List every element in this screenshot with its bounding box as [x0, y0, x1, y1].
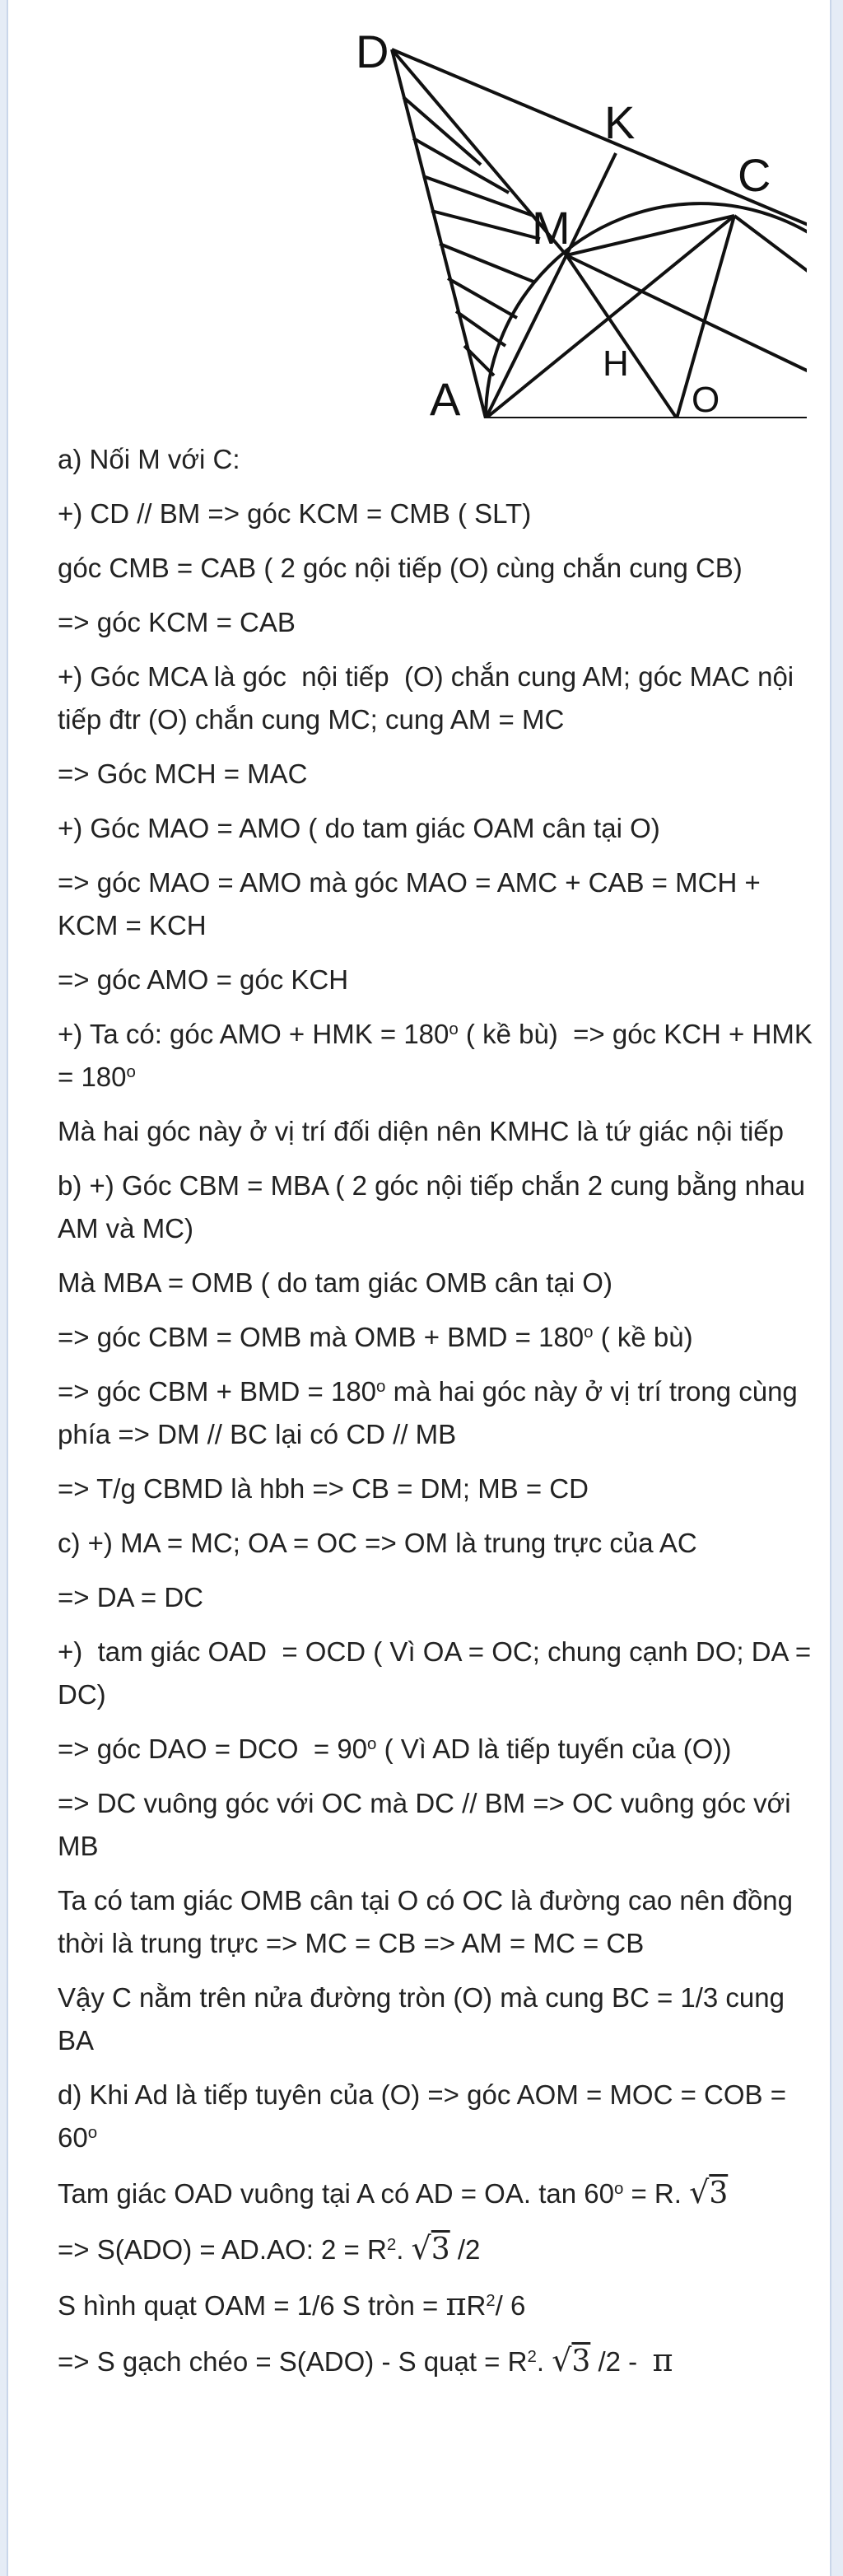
line-text: => góc AMO = góc KCH	[58, 964, 349, 995]
solution-line	[58, 1110, 815, 1153]
line-text: b) +) Góc CBM = MBA ( 2 góc nội tiếp chắn 2 cung bằng nhau AM và MC)	[58, 1170, 812, 1244]
line-text: => DC vuông góc với OC mà DC // BM => OC vuông góc với MB	[58, 1788, 799, 1861]
line-text: a) Nối M với C:	[58, 444, 240, 474]
superscript: 2	[486, 2290, 496, 2310]
line-text: R	[466, 2290, 487, 2321]
square-root	[689, 2174, 729, 2210]
line-text: góc CMB = CAB ( 2 góc nội tiếp (O) cùng chắn cung CB)	[58, 553, 743, 583]
solution-line	[58, 1370, 815, 1456]
solution-line	[58, 959, 815, 1001]
line-text: ( Vì AD là tiếp tuyến của (O))	[376, 1734, 732, 1764]
solution-line	[58, 1782, 815, 1868]
square-root	[552, 2342, 591, 2378]
solution-text	[58, 438, 821, 2395]
radical-sign-icon: √	[552, 2342, 572, 2378]
solution-line	[58, 1013, 821, 1099]
solution-line	[58, 1164, 815, 1250]
geometry-diagram	[51, 0, 807, 418]
solution-line	[58, 547, 815, 590]
line-text: Vậy C nằm trên nửa đường tròn (O) mà cung BC = 1/3 cung BA	[58, 1982, 793, 2056]
radicand: 3	[709, 2177, 729, 2210]
solution-line	[58, 1468, 815, 1510]
content-card	[7, 0, 831, 2576]
solution-line	[58, 807, 815, 850]
radicand: 3	[571, 2345, 591, 2378]
line-text: => góc KCM = CAB	[58, 607, 296, 637]
solution-line	[58, 2227, 815, 2271]
solution-line	[58, 1728, 815, 1771]
line-text: +) tam giác OAD = OCD ( Vì OA = OC; chung cạnh DO; DA = DC)	[58, 1636, 819, 1710]
line-text: Ta có tam giác OMB cân tại O có OC là đường cao nên đồng thời là trung trực => MC = CB => AM = MC = CB	[58, 1885, 801, 1958]
line-text: => góc CBM + BMD = 180	[58, 1376, 377, 1407]
solution-line	[58, 1879, 815, 1965]
line-text: c) +) MA = MC; OA = OC => OM là trung trực của AC	[58, 1528, 697, 1558]
line-text: / 6	[495, 2290, 526, 2321]
pi-symbol: π	[652, 2342, 673, 2378]
line-text: => S gạch chéo = S(ADO) - S quạt = R	[58, 2346, 528, 2377]
line-text: .	[536, 2346, 552, 2377]
line-text: .	[396, 2234, 412, 2265]
line-text: Tam giác OAD vuông tại A có AD = OA. tan 60	[58, 2178, 614, 2209]
line-text: => góc MAO = AMO mà góc MAO = AMC + CAB = MCH + KCM = KCH	[58, 867, 768, 940]
line-text: => góc CBM = OMB mà OMB + BMD = 180	[58, 1322, 585, 1352]
line-KM	[566, 153, 616, 255]
label-O: O	[692, 380, 720, 418]
solution-line	[58, 861, 815, 947]
line-text: S hình quạt OAM = 1/6 S tròn =	[58, 2290, 446, 2321]
line-MO	[566, 255, 677, 418]
line-DC	[392, 49, 807, 239]
line-CB	[734, 216, 807, 296]
line-text: Mà MBA = OMB ( do tam giác OMB cân tại O)	[58, 1267, 612, 1298]
label-M: M	[532, 202, 571, 254]
solution-line	[58, 1631, 819, 1716]
line-text: => T/g CBMD là hbh => CB = DM; MB = CD	[58, 1473, 589, 1504]
superscript: o	[367, 1734, 377, 1753]
superscript: o	[613, 2178, 624, 2198]
radical-sign-icon: √	[411, 2230, 431, 2266]
solution-line	[58, 438, 815, 481]
square-root	[411, 2230, 450, 2266]
solution-line	[58, 753, 815, 796]
line-text: +) Góc MCA là góc nội tiếp (O) chắn cung AM; góc MAC nội tiếp đtr (O) chắn cung MC; cung AM = MC	[58, 661, 802, 735]
line-text: /2 -	[590, 2346, 653, 2377]
superscript: o	[449, 1019, 459, 1038]
line-text: /2	[449, 2234, 481, 2265]
line-text: d) Khi Ad là tiếp tuyên của (O) => góc AOM = MOC = COB = 60	[58, 2079, 794, 2153]
solution-line	[58, 1262, 815, 1304]
solution-line	[58, 1316, 815, 1359]
solution-line	[58, 492, 815, 535]
solution-line	[58, 656, 815, 741]
geometry-figure	[51, 0, 807, 418]
line-text: => góc DAO = DCO = 90	[58, 1734, 368, 1764]
line-text: mà hai góc này ở vị trí trong cùng phía => DM // BC lại có CD // MB	[58, 1376, 805, 1449]
line-text: Mà hai góc này ở vị trí đối diện nên KMHC là tứ giác nội tiếp	[58, 1116, 784, 1146]
superscript: 2	[527, 2346, 537, 2366]
line-text: ( kề bù) => góc KCH + HMK = 180	[58, 1019, 821, 1092]
line-text: ( kề bù)	[593, 1322, 693, 1352]
pi-symbol: π	[445, 2286, 467, 2322]
superscript: o	[584, 1322, 594, 1342]
line-text: => Góc MCH = MAC	[58, 758, 308, 789]
line-text: +) CD // BM => góc KCM = CMB ( SLT)	[58, 498, 532, 529]
line-text: +) Ta có: góc AMO + HMK = 180	[58, 1019, 449, 1049]
label-A: A	[430, 373, 461, 418]
solution-line	[58, 1522, 815, 1565]
solution-line	[58, 2283, 815, 2327]
solution-line	[58, 2171, 815, 2215]
line-text: => S(ADO) = AD.AO: 2 = R	[58, 2234, 387, 2265]
hatching	[403, 97, 540, 376]
radicand: 3	[431, 2233, 450, 2266]
superscript: o	[87, 2122, 98, 2142]
label-C: C	[738, 149, 771, 201]
solution-line	[58, 2074, 815, 2159]
superscript: o	[376, 1376, 386, 1396]
solution-line	[58, 1976, 815, 2062]
radical-sign-icon: √	[689, 2174, 710, 2210]
label-H: H	[603, 343, 629, 384]
line-text: +) Góc MAO = AMO ( do tam giác OAM cân tại O)	[58, 813, 660, 843]
superscript: 2	[386, 2234, 397, 2254]
solution-line	[58, 601, 815, 644]
solution-line	[58, 2339, 815, 2383]
superscript: o	[126, 1062, 136, 1081]
line-text: = R.	[623, 2178, 690, 2209]
label-D: D	[356, 26, 389, 77]
label-K: K	[604, 96, 636, 148]
line-text: => DA = DC	[58, 1582, 204, 1612]
solution-line	[58, 1576, 815, 1619]
